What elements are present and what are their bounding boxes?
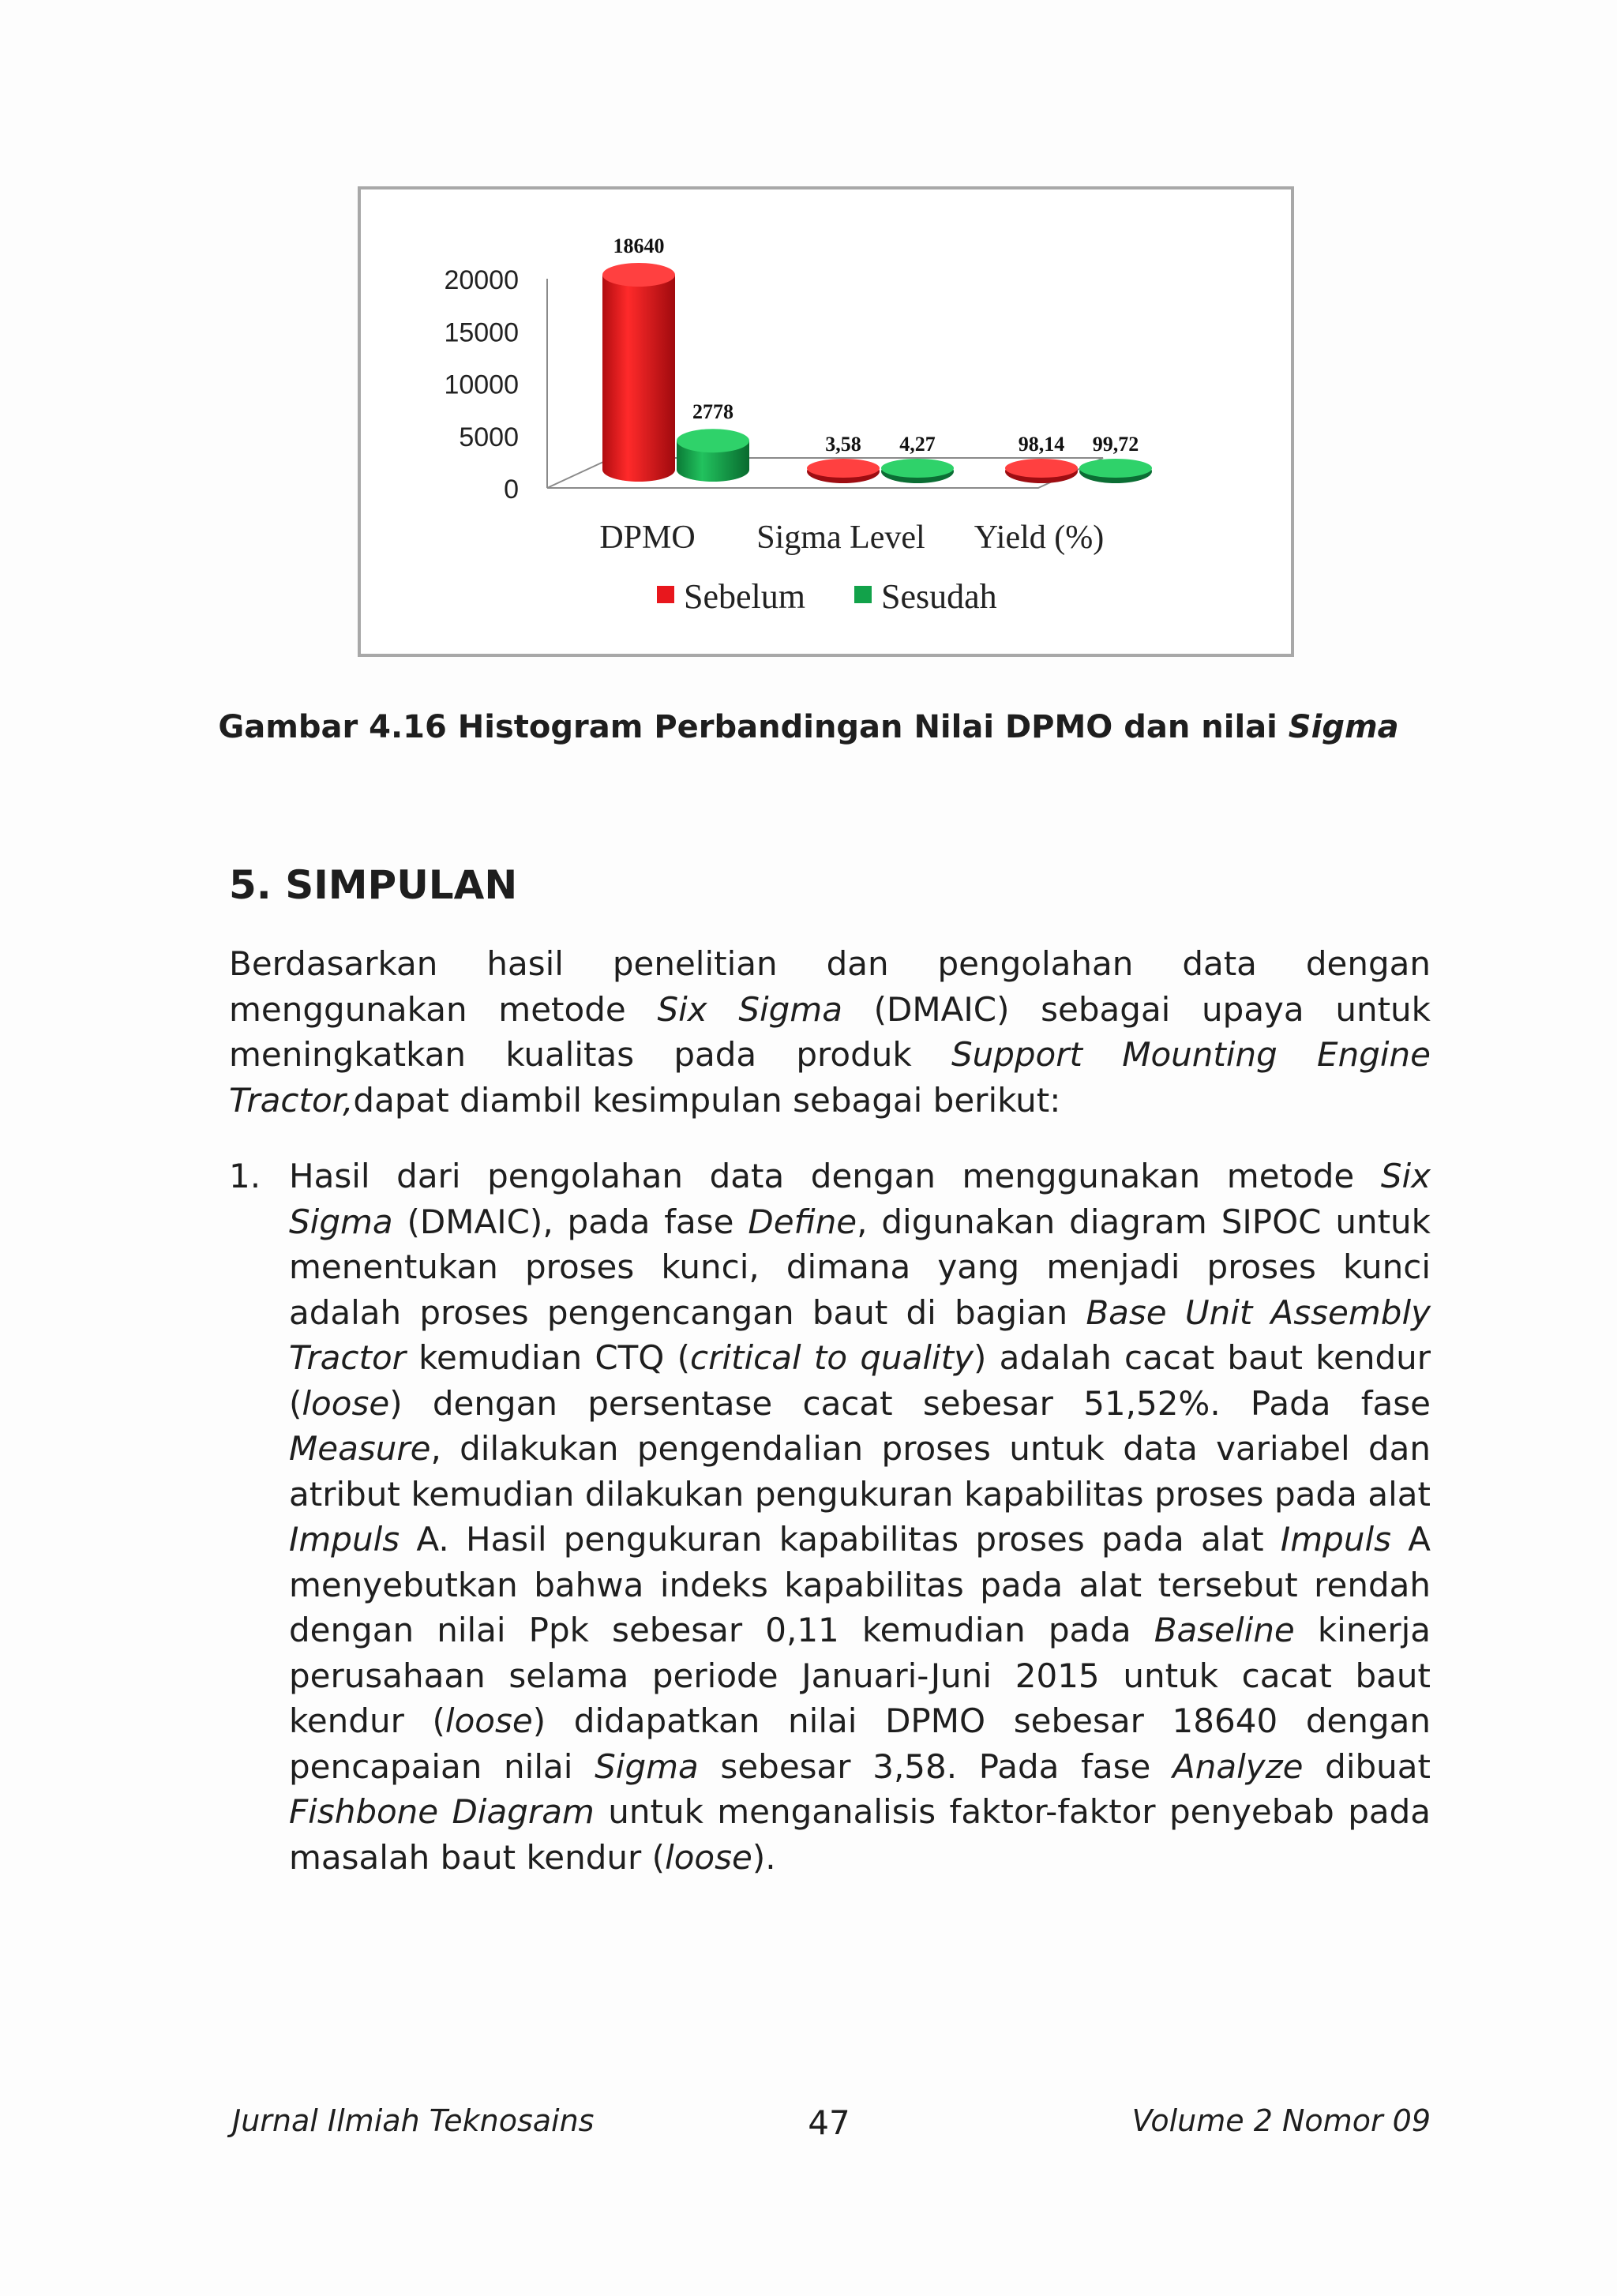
list-item-run: Sigma bbox=[595, 1746, 699, 1786]
category-label: DPMO bbox=[599, 520, 696, 556]
bar-top-sebelum bbox=[602, 263, 675, 287]
figure-caption bbox=[158, 709, 1459, 745]
intro-run: Support Mounting Engine Tractor, bbox=[229, 1035, 1431, 1120]
list-item-run: ) dengan persentase cacat sebesar 51,52%. Pada fase bbox=[389, 1383, 1431, 1423]
y-tick-label: 20000 bbox=[444, 265, 519, 295]
y-tick-label: 15000 bbox=[444, 317, 519, 348]
caption-text: Gambar 4.16 Histogram Perbandingan Nilai DPMO dan nilai bbox=[218, 709, 1289, 745]
bar-top-sebelum bbox=[1005, 459, 1078, 478]
list-item-run: Analyze bbox=[1172, 1746, 1304, 1786]
bar-top-sebelum bbox=[807, 459, 880, 478]
list-item-run: ) adalah cacat baut kendur ( bbox=[289, 1338, 1431, 1423]
journal-name: Jurnal Ilmiah Teknosains bbox=[232, 2103, 595, 2138]
conclusion-list bbox=[229, 1154, 1431, 1880]
intro-run: Berdasarkan hasil penelitian dan pengolahan data dengan menggunakan metode bbox=[229, 944, 1431, 1029]
list-item-run: , digunakan diagram SIPOC untuk menentukan proses kunci, dimana yang menjadi proses kunci adalah proses pengencangan baut di bagian bbox=[289, 1202, 1431, 1332]
bar-top-sesudah bbox=[677, 429, 749, 452]
list-item-run: Impuls bbox=[289, 1520, 400, 1559]
bar-sebelum bbox=[602, 275, 675, 482]
intro-paragraph bbox=[229, 941, 1431, 1123]
list-item-run: Hasil dari pengolahan data dengan menggunakan metode bbox=[289, 1157, 1381, 1195]
list-item-run: sebesar 3,58. Pada fase bbox=[698, 1746, 1172, 1786]
list-item-number: 1. bbox=[229, 1157, 261, 1195]
y-tick-label: 5000 bbox=[459, 422, 519, 452]
volume-info: Volume 2 Nomor 09 bbox=[1131, 2103, 1431, 2138]
list-item-run: kemudian CTQ ( bbox=[405, 1338, 690, 1377]
list-item-run: loose bbox=[665, 1837, 752, 1877]
y-tick-label: 0 bbox=[504, 475, 519, 505]
section-heading: 5. SIMPULAN bbox=[229, 862, 518, 908]
data-label: 99,72 bbox=[1092, 433, 1139, 456]
bar-top-sesudah bbox=[881, 459, 954, 478]
list-item-run: Fishbone Diagram bbox=[289, 1792, 595, 1831]
legend-swatch-sebelum bbox=[657, 586, 674, 603]
list-item-run: Impuls bbox=[1280, 1520, 1392, 1559]
list-item-run: , dilakukan pengendalian proses untuk data variabel dan atribut kemudian dilakukan pengukuran kapabilitas proses pada alat bbox=[289, 1429, 1431, 1514]
legend-swatch-sesudah bbox=[854, 586, 872, 603]
list-item-run: Base Unit Assembly Tractor bbox=[289, 1292, 1431, 1377]
list-item-run: Define bbox=[748, 1202, 857, 1241]
data-label: 18640 bbox=[613, 234, 665, 258]
list-item-run: ) didapatkan nilai DPMO sebesar 18640 dengan pencapaian nilai bbox=[289, 1701, 1431, 1786]
caption-italic-text: Sigma bbox=[1288, 709, 1399, 745]
page-number: 47 bbox=[808, 2103, 850, 2142]
legend-label: Sesudah bbox=[881, 577, 997, 616]
list-item-run: untuk menganalisis faktor-faktor penyebab pada masalah baut kendur ( bbox=[289, 1792, 1431, 1877]
list-item-run: A menyebutkan bahwa indeks kapabilitas pada alat tersebut rendah dengan nilai Ppk sebesar 0,11 kemudian pada bbox=[289, 1520, 1431, 1649]
category-label: Sigma Level bbox=[756, 520, 925, 556]
legend-label: Sebelum bbox=[684, 577, 805, 616]
chart-figure bbox=[358, 186, 1294, 657]
y-tick-label: 10000 bbox=[444, 370, 519, 400]
intro-run: Six Sigma bbox=[657, 989, 842, 1029]
intro-run: (DMAIC) sebagai upaya untuk meningkatkan kualitas pada produk bbox=[229, 989, 1431, 1074]
list-item-run: loose bbox=[445, 1701, 533, 1740]
list-item bbox=[229, 1154, 1431, 1880]
intro-run: dapat diambil kesimpulan sebagai berikut: bbox=[353, 1080, 1061, 1120]
list-item-run: critical to quality bbox=[690, 1338, 974, 1377]
list-item-run: Measure bbox=[289, 1429, 431, 1468]
list-item-run: ). bbox=[752, 1837, 776, 1877]
bar-top-sesudah bbox=[1079, 459, 1152, 478]
data-label: 4,27 bbox=[899, 433, 936, 456]
list-item-run: Baseline bbox=[1154, 1611, 1295, 1649]
data-label: 98,14 bbox=[1018, 433, 1065, 456]
data-label: 3,58 bbox=[825, 433, 861, 456]
list-item-run: kinerja perusahaan selama periode Januari-Juni 2015 untuk cacat baut kendur ( bbox=[289, 1611, 1431, 1740]
list-item-run: A. Hasil pengukuran kapabilitas proses pada alat bbox=[400, 1520, 1281, 1559]
category-label: Yield (%) bbox=[974, 520, 1105, 556]
list-item-run: (DMAIC), pada fase bbox=[392, 1202, 748, 1241]
histogram-chart bbox=[361, 189, 1291, 654]
list-item-run: dibuat bbox=[1303, 1746, 1431, 1786]
list-item-text bbox=[289, 1157, 1431, 1877]
data-label: 2778 bbox=[692, 400, 733, 424]
list-item-run: loose bbox=[302, 1383, 390, 1423]
list-item-run: Six Sigma bbox=[289, 1157, 1431, 1241]
